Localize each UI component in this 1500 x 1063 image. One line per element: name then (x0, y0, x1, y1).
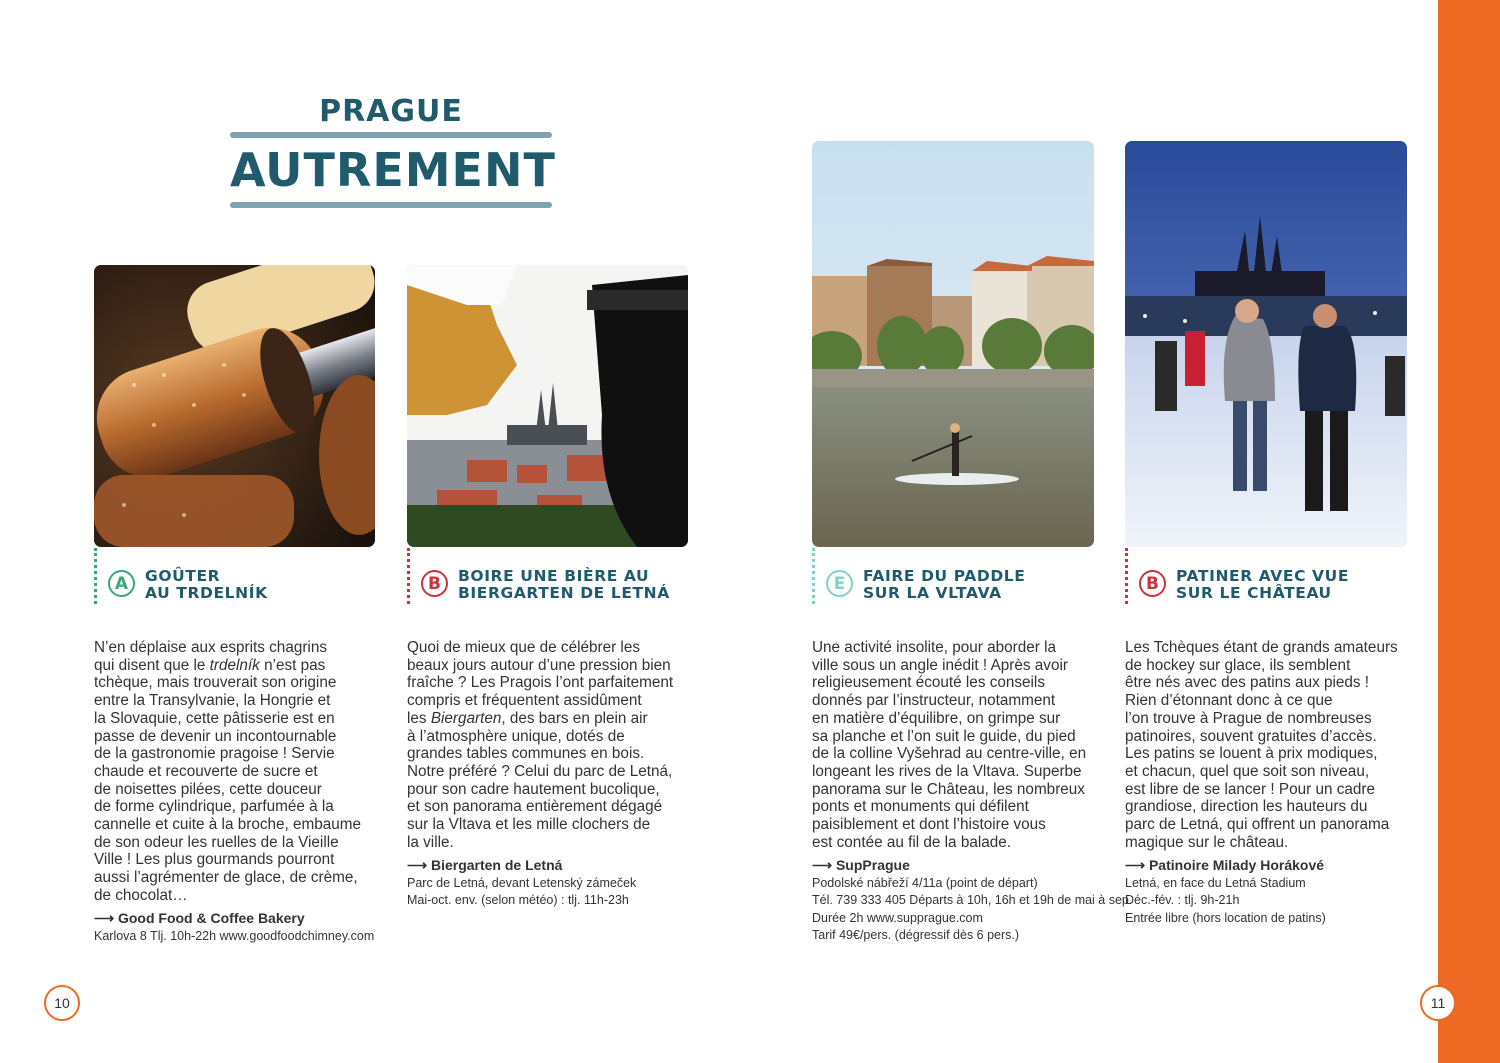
section-heading (826, 568, 1025, 602)
body-line: à l’atmosphère unique, dotés de (407, 727, 625, 745)
address-line: Karlova 8 Tlj. 10h-22h www.goodfoodchimney.com (94, 928, 375, 943)
heading-line: AU TRDELNÍK (145, 584, 268, 602)
body-line: ponts et monuments qui défilent (812, 798, 1029, 816)
map-letter-badge: B (421, 570, 448, 597)
address-line: Tél. 739 333 405 Départs à 10h, 16h et 19h de mai à sep. (812, 893, 1133, 908)
address-block (94, 910, 374, 945)
body-line: de hockey sur glace, ils semblent (1125, 656, 1351, 674)
heading-text (863, 568, 1025, 602)
dotted-rule (94, 548, 97, 604)
body-line: grandiose, direction les hauteurs du (1125, 798, 1368, 816)
address-line: Parc de Letná, devant Letenský zámeček (407, 875, 637, 890)
address-line: Letná, en face du Letná Stadium (1125, 875, 1306, 890)
body-line: de forme cylindrique, parfumée à la (94, 798, 334, 816)
body-line: sa planche et l’on suit le guide, du pied (812, 727, 1076, 745)
body-line: sur la Vltava et les mille clochers de (407, 816, 651, 834)
body-line: magique sur le château. (1125, 833, 1289, 851)
body-line: parc de Letná, qui offrent un panorama (1125, 816, 1390, 834)
body-line: passe de devenir un incontournable (94, 727, 337, 745)
body-line: cannelle et cuite à la broche, embaume (94, 816, 362, 834)
body-line: Les patins se louent à prix modiques, (1125, 745, 1378, 763)
body-line: et son panorama entièrement dégagé (407, 798, 663, 816)
body-line: Notre préféré ? Celui du parc de Letná, (407, 762, 673, 780)
body-line: beaux jours autour d’une pression bien (407, 656, 671, 674)
body-line: de son odeur les ruelles de la Vieille (94, 833, 339, 851)
dotted-rule (812, 548, 815, 604)
page-number-right: 11 (1420, 985, 1456, 1021)
body-line: qui disent que le trdelník n’est pas (94, 656, 326, 674)
heading-line: SUR LA VLTAVA (863, 584, 1002, 602)
address-line: Tarif 49€/pers. (dégressif dès 6 pers.) (812, 928, 1020, 943)
venue-name: ⟶ Biergarten de Letná (407, 857, 563, 873)
body-line: chaude et recouverte de sucre et (94, 762, 318, 780)
venue-name: ⟶ Good Food & Coffee Bakery (94, 910, 305, 926)
map-letter-badge: B (1139, 570, 1166, 597)
body-line: patinoires, souvent gratuites d’accès. (1125, 727, 1377, 745)
body-line: Rien d’étonnant donc à ce que (1125, 692, 1333, 710)
title-rule-bottom (230, 202, 552, 208)
map-letter-badge: A (108, 570, 135, 597)
beer-garden-photo (407, 265, 688, 547)
ice-skating-photo (1125, 141, 1407, 547)
section-heading (421, 568, 670, 602)
body-line: de noisettes pilées, cette douceur (94, 780, 322, 798)
heading-line: BIERGARTEN DE LETNÁ (458, 584, 670, 602)
body-line: ville sous un angle inédit ! Après avoir (812, 656, 1068, 674)
body-line: aussi l’agrémenter de glace, de crème, (94, 869, 358, 887)
title-top: PRAGUE (319, 94, 463, 129)
address-block (812, 857, 1132, 945)
address-block (407, 857, 636, 910)
heading-line: SUR LE CHÂTEAU (1176, 584, 1332, 602)
dotted-rule (1125, 548, 1128, 604)
body-line: la Slovaquie, cette pâtisserie est en (94, 709, 335, 727)
body-line: donnés par l’instructeur, notamment (812, 692, 1056, 710)
body-line: Ville ! Les plus gourmands pourront (94, 851, 335, 869)
body-line: Quoi de mieux que de célébrer les (407, 639, 640, 656)
body-line: longeant les rives de la Vltava. Superbe (812, 762, 1082, 780)
orange-edge-bar (1438, 0, 1500, 1063)
body-line: la ville. (407, 833, 454, 851)
heading-text (1176, 568, 1349, 602)
body-line: N’en déplaise aux esprits chagrins (94, 639, 327, 656)
body-line: être nés avec des patins aux pieds ! (1125, 674, 1370, 692)
body-line: paisiblement et dont l’histoire vous (812, 816, 1046, 834)
dotted-rule (407, 548, 410, 604)
body-text (407, 639, 692, 851)
paddle-photo (812, 141, 1094, 547)
page-number-left: 10 (44, 985, 80, 1021)
address-line: Mai-oct. env. (selon météo) : tlj. 11h-23h (407, 893, 629, 908)
body-line: en matière d’équilibre, on grimpe sur (812, 709, 1061, 727)
body-line: l’on trouve à Prague de nombreuses (1125, 709, 1372, 727)
address-block (1125, 857, 1326, 927)
venue-name: ⟶ Patinoire Milady Horákové (1125, 857, 1325, 873)
body-text (812, 639, 1097, 851)
body-line: entre la Transylvanie, la Hongrie et (94, 692, 331, 710)
address-line: Entrée libre (hors location de patins) (1125, 910, 1326, 925)
heading-line: FAIRE DU PADDLE (863, 567, 1026, 585)
body-line: tchèque, mais trouverait son origine (94, 674, 337, 692)
body-line: Une activité insolite, pour aborder la (812, 639, 1057, 656)
body-line: religieusement écouté les conseils (812, 674, 1045, 692)
heading-text (458, 568, 670, 602)
heading-line: BOIRE UNE BIÈRE AU (458, 567, 650, 585)
section-heading (108, 568, 268, 602)
address-line: Durée 2h www.supprague.com (812, 910, 983, 925)
body-line: les Biergarten, des bars en plein air (407, 709, 648, 727)
section-heading (1139, 568, 1349, 602)
body-line: panorama sur le Château, les nombreux (812, 780, 1085, 798)
body-line: grandes tables communes en bois. (407, 745, 645, 763)
heading-text (145, 568, 268, 602)
title-main: AUTREMENT (230, 143, 556, 197)
body-line: compris et fréquentent assidûment (407, 692, 642, 710)
body-line: et chacun, quel que soit son niveau, (1125, 762, 1370, 780)
trdelnik-photo (94, 265, 375, 547)
body-line: de chocolat… (94, 886, 188, 904)
body-line: est libre de se lancer ! Pour un cadre (1125, 780, 1375, 798)
body-line: de la colline Vyšehrad au centre-ville, en (812, 745, 1087, 763)
body-line: Les Tchèques étant de grands amateurs (1125, 639, 1398, 656)
venue-name: ⟶ SupPrague (812, 857, 910, 873)
body-text (94, 639, 379, 905)
body-line: est contée au fil de la balade. (812, 833, 1012, 851)
map-letter-badge: E (826, 570, 853, 597)
address-line: Podolské nábřeží 4/11a (point de départ) (812, 875, 1038, 890)
body-line: de la gastronomie pragoise ! Servie (94, 745, 335, 763)
body-line: fraîche ? Les Pragois l’ont parfaitement (407, 674, 674, 692)
heading-line: GOÛTER (145, 567, 221, 585)
address-line: Déc.-fév. : tlj. 9h-21h (1125, 893, 1240, 908)
body-text (1125, 639, 1410, 851)
heading-line: PATINER AVEC VUE (1176, 567, 1350, 585)
body-line: pour son cadre hautement bucolique, (407, 780, 660, 798)
title-block (230, 92, 556, 208)
